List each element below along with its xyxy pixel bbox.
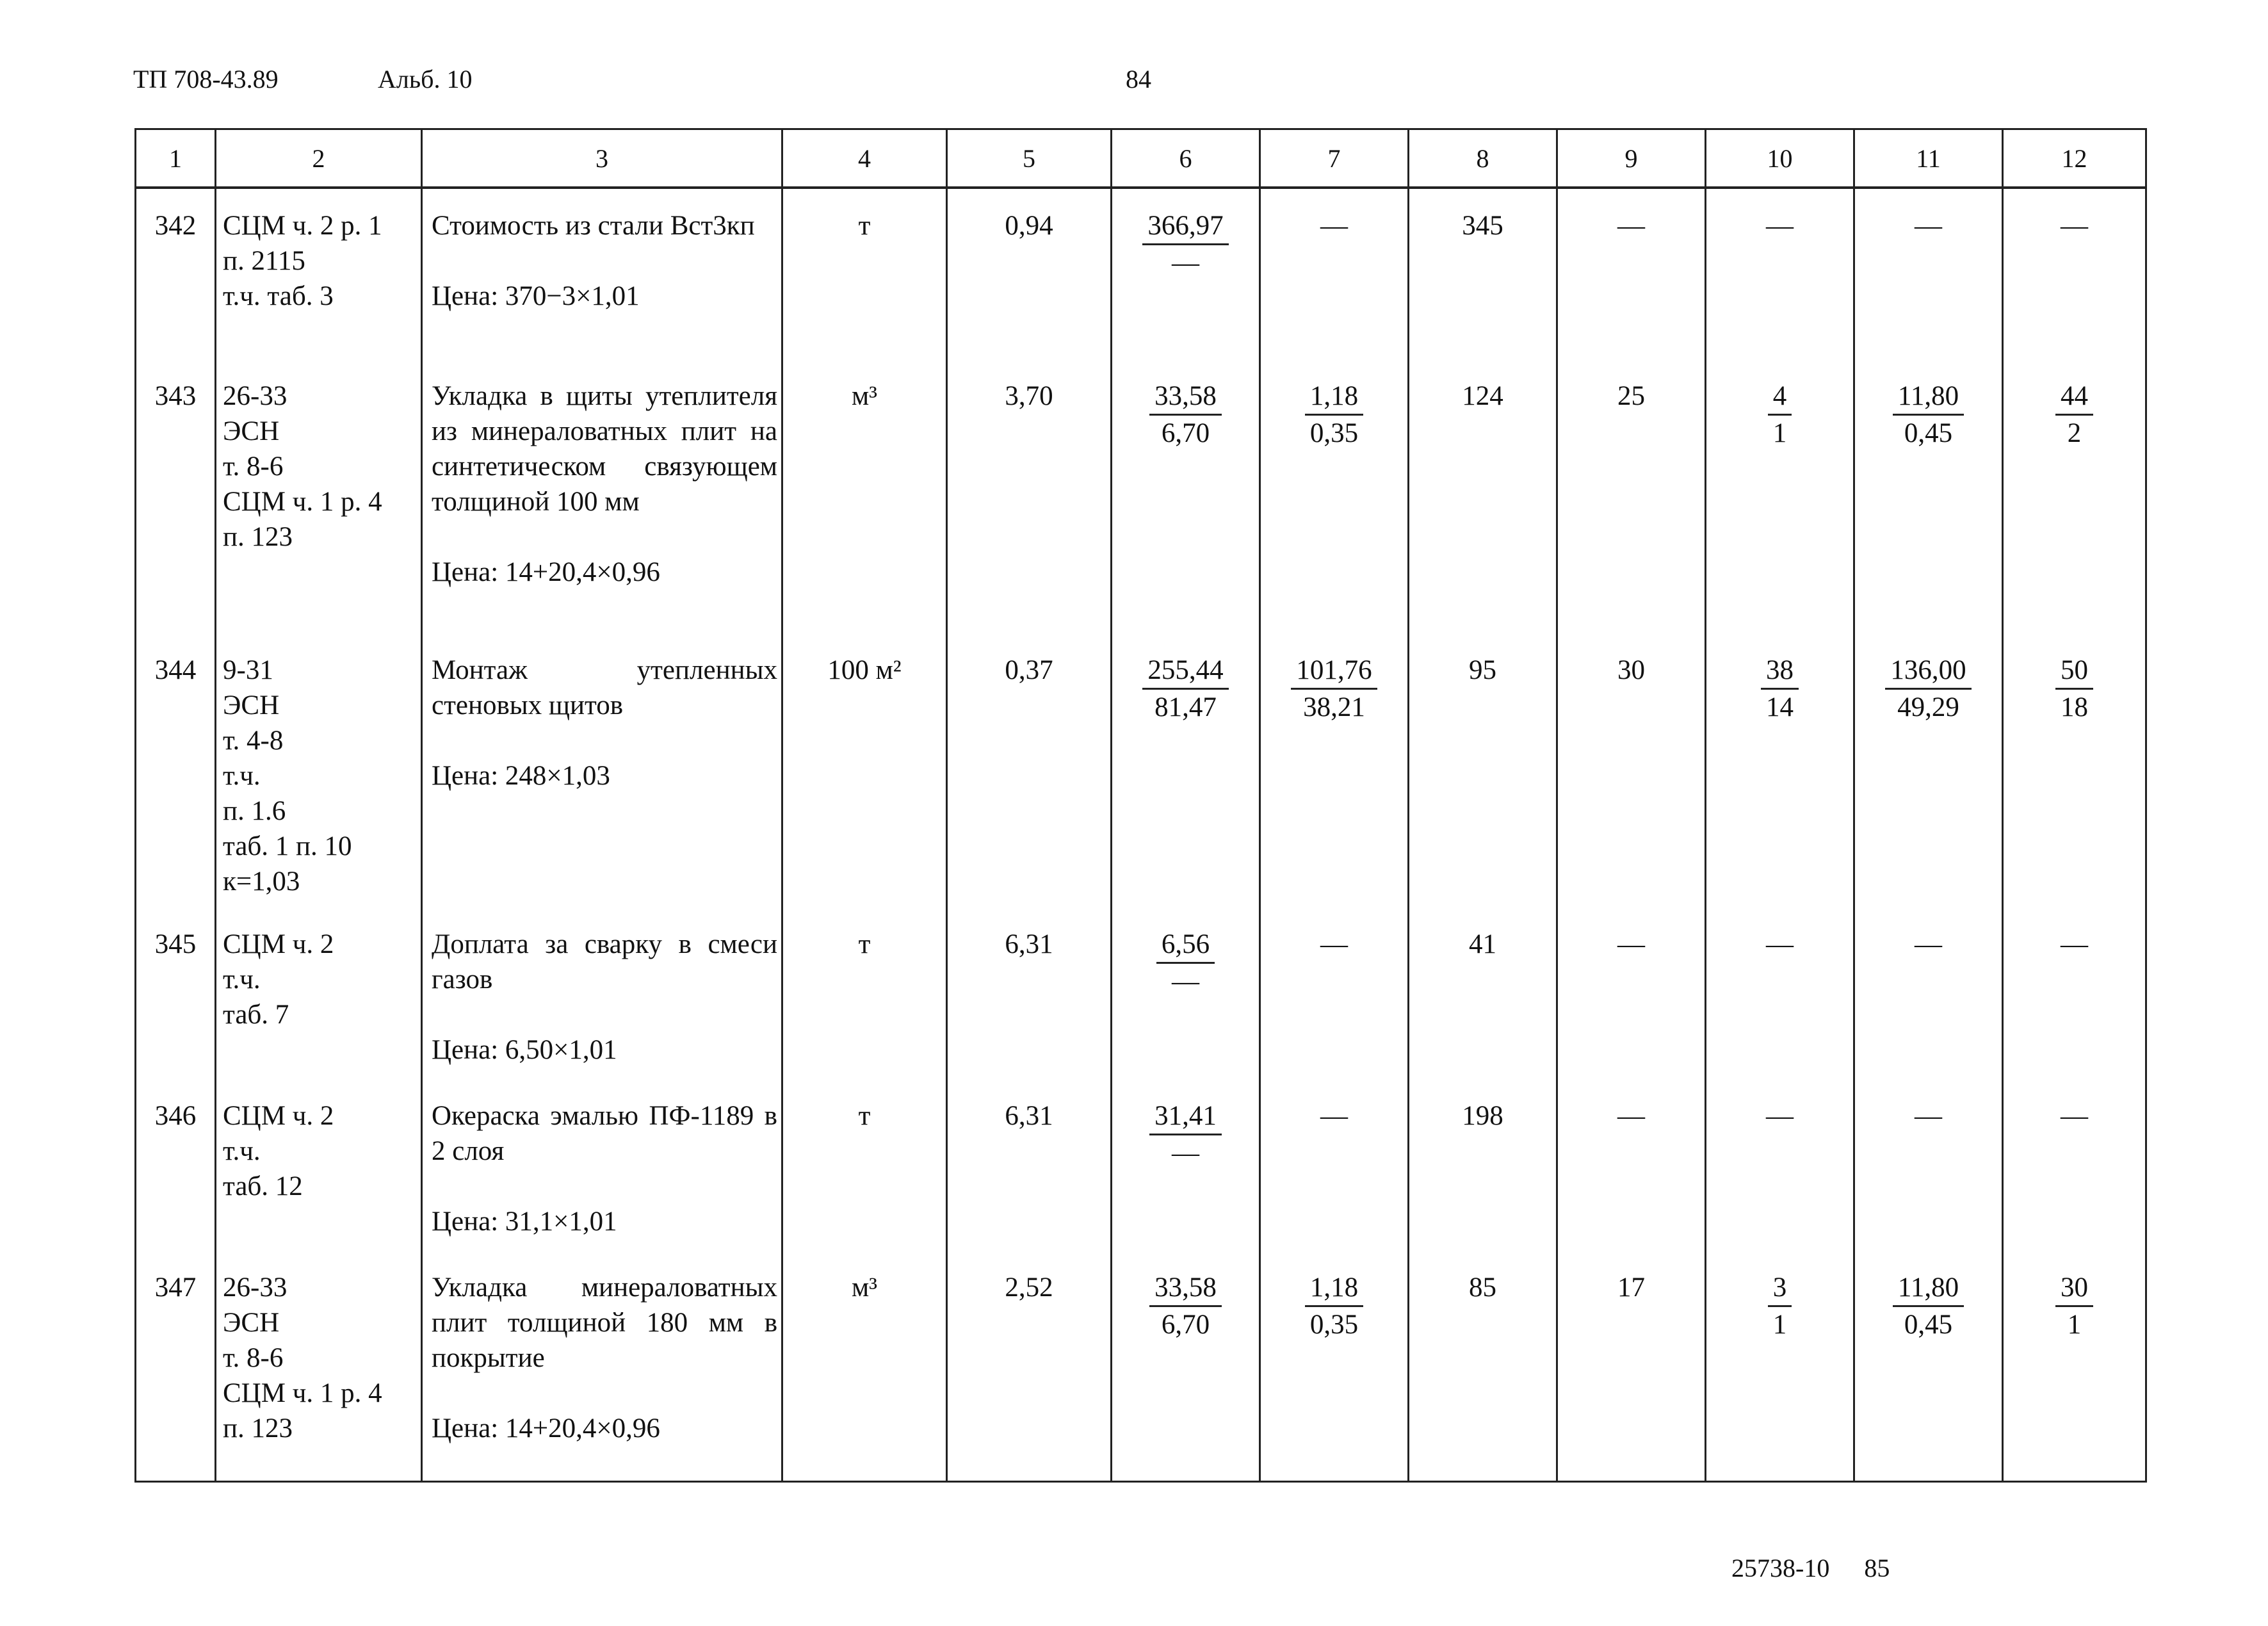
cell-value: — <box>2061 1101 2088 1131</box>
page-number: 84 <box>1126 65 1151 93</box>
column-10-cell <box>1706 1079 1854 1251</box>
quantity-cell <box>947 907 1112 1079</box>
fraction-value <box>1305 1270 1363 1342</box>
item-number-cell <box>136 188 216 359</box>
fraction-value <box>1893 1270 1964 1342</box>
fraction-value <box>1142 208 1228 280</box>
work-description: Укладка в щиты утеплителя из минераловатных плит на синтетическом связующем толщиной 100 мм <box>432 381 777 517</box>
fraction-denominator: 38,21 <box>1303 692 1365 722</box>
fraction-numerator: 136,00 <box>1885 653 1971 690</box>
album-label: Альб. 10 <box>378 65 473 93</box>
fraction-denominator: 1 <box>2067 1310 2082 1340</box>
column-7-cell <box>1260 1251 1409 1481</box>
fraction-numerator: 4 <box>1768 378 1792 416</box>
estimate-table-container <box>134 128 2147 1483</box>
column-8-cell <box>1409 1251 1557 1481</box>
unit-cell <box>782 907 947 1079</box>
column-8-cell <box>1409 1079 1557 1251</box>
reference-cell <box>216 1079 422 1251</box>
fraction-value <box>1893 378 1964 451</box>
fraction-numerator: 31,41 <box>1149 1098 1222 1135</box>
fraction-numerator: 255,44 <box>1142 653 1228 690</box>
item-number-cell <box>136 359 216 633</box>
fraction-value <box>1768 1270 1792 1342</box>
cell-value: 95 <box>1469 655 1496 685</box>
description-cell <box>422 359 782 633</box>
column-12-cell <box>2003 1251 2146 1481</box>
item-number-cell <box>136 633 216 907</box>
cell-value: 0,37 <box>1005 655 1053 685</box>
column-12-cell <box>2003 359 2146 633</box>
price-formula: Цена: 14+20,4×0,96 <box>432 557 660 587</box>
fraction-numerator: 11,80 <box>1893 1270 1964 1307</box>
cell-value: т <box>858 929 871 959</box>
reference-line: СЦМ ч. 1 р. 4 <box>223 1378 382 1408</box>
fraction-numerator: 6,56 <box>1156 927 1215 964</box>
reference-line: т.ч. таб. 3 <box>223 281 334 311</box>
description-cell <box>422 633 782 907</box>
column-12-cell <box>2003 907 2146 1079</box>
cell-value: 100 м² <box>827 655 902 685</box>
cell-value: — <box>2061 929 2088 959</box>
reference-cell <box>216 1251 422 1481</box>
reference-line: таб. 12 <box>223 1171 303 1201</box>
table-row <box>136 1251 2146 1481</box>
column-10-cell <box>1706 907 1854 1079</box>
column-7-cell <box>1260 188 1409 359</box>
cell-value: 3,70 <box>1005 381 1053 411</box>
column-header: 4 <box>782 129 947 188</box>
table-row <box>136 907 2146 1079</box>
column-header: 6 <box>1112 129 1260 188</box>
fraction-numerator: 1,18 <box>1305 1270 1363 1307</box>
column-6-cell <box>1112 1251 1260 1481</box>
fraction-numerator: 11,80 <box>1893 378 1964 416</box>
column-7-cell <box>1260 359 1409 633</box>
reference-line: т. 8-6 <box>223 1343 284 1373</box>
column-11-cell <box>1854 1079 2003 1251</box>
cell-value: 345 <box>1462 211 1503 241</box>
description-cell <box>422 1251 782 1481</box>
cell-value: 198 <box>1462 1101 1503 1131</box>
column-header: 3 <box>422 129 782 188</box>
column-7-cell <box>1260 633 1409 907</box>
reference-line: п. 123 <box>223 1413 293 1443</box>
fraction-denominator: 49,29 <box>1897 692 1959 722</box>
column-7-cell <box>1260 907 1409 1079</box>
reference-line: ЭСН <box>223 1308 280 1338</box>
cell-value: — <box>2061 211 2088 241</box>
cell-value: — <box>1617 1101 1645 1131</box>
column-8-cell <box>1409 359 1557 633</box>
column-header: 7 <box>1260 129 1409 188</box>
cell-value: 346 <box>154 1101 197 1131</box>
column-6-cell <box>1112 633 1260 907</box>
column-11-cell <box>1854 188 2003 359</box>
fraction-value <box>1149 1270 1222 1342</box>
price-formula: Цена: 6,50×1,01 <box>432 1035 617 1065</box>
reference-line: п. 123 <box>223 522 293 552</box>
column-9-cell <box>1557 1251 1706 1481</box>
fraction-denominator: 1 <box>1772 418 1787 448</box>
cell-value: 85 <box>1469 1272 1496 1303</box>
column-number-header-row <box>136 129 2146 188</box>
cell-value: — <box>1766 929 1794 959</box>
column-header: 12 <box>2003 129 2146 188</box>
description-cell <box>422 1079 782 1251</box>
cell-value: — <box>1617 211 1645 241</box>
fraction-denominator: 0,45 <box>1904 418 1953 448</box>
cell-value: 2,52 <box>1005 1272 1053 1303</box>
cell-value: 6,31 <box>1005 1101 1053 1131</box>
reference-line: таб. 7 <box>223 1000 289 1030</box>
cell-value: м³ <box>851 381 878 411</box>
fraction-value <box>2055 653 2093 725</box>
column-7-cell <box>1260 1079 1409 1251</box>
work-description: Стоимость из стали Вст3кп <box>432 211 755 241</box>
fraction-value <box>1291 653 1377 725</box>
fraction-numerator: 38 <box>1761 653 1799 690</box>
table-row <box>136 188 2146 359</box>
column-10-cell <box>1706 633 1854 907</box>
reference-line: т.ч. <box>223 964 261 995</box>
reference-line: СЦМ ч. 2 <box>223 929 334 959</box>
fraction-value <box>1885 653 1971 725</box>
column-11-cell <box>1854 633 2003 907</box>
reference-line: 26-33 <box>223 1272 288 1303</box>
cell-value: т <box>858 211 871 241</box>
column-11-cell <box>1854 359 2003 633</box>
fraction-numerator: 101,76 <box>1291 653 1377 690</box>
column-6-cell <box>1112 359 1260 633</box>
fraction-value <box>1768 378 1792 451</box>
fraction-denominator: 81,47 <box>1154 692 1217 722</box>
footer <box>1731 1553 1924 1583</box>
item-number-cell <box>136 907 216 1079</box>
cell-value: 345 <box>154 929 197 959</box>
fraction-numerator: 44 <box>2055 378 2093 416</box>
cell-value: 30 <box>1617 655 1645 685</box>
cell-value: — <box>1915 1101 1942 1131</box>
fraction-denominator: 6,70 <box>1161 1310 1210 1340</box>
reference-line: таб. 1 п. 10 <box>223 831 352 861</box>
column-header: 8 <box>1409 129 1557 188</box>
column-10-cell <box>1706 188 1854 359</box>
unit-cell <box>782 1079 947 1251</box>
cell-value: 343 <box>154 381 197 411</box>
column-11-cell <box>1854 1251 2003 1481</box>
cell-value: — <box>1915 929 1942 959</box>
cell-value: т <box>858 1101 871 1131</box>
quantity-cell <box>947 188 1112 359</box>
fraction-denominator: 14 <box>1766 692 1794 722</box>
cell-value: — <box>1320 1101 1348 1131</box>
column-11-cell <box>1854 907 2003 1079</box>
price-formula: Цена: 370−3×1,01 <box>432 281 640 311</box>
column-6-cell <box>1112 1079 1260 1251</box>
reference-cell <box>216 359 422 633</box>
fraction-value <box>1149 378 1222 451</box>
fraction-value <box>1305 378 1363 451</box>
fraction-numerator: 33,58 <box>1149 1270 1222 1307</box>
reference-line: ЭСН <box>223 690 280 720</box>
column-9-cell <box>1557 907 1706 1079</box>
quantity-cell <box>947 1079 1112 1251</box>
quantity-cell <box>947 1251 1112 1481</box>
fraction-value <box>1156 927 1215 999</box>
column-10-cell <box>1706 359 1854 633</box>
reference-line: п. 2115 <box>223 246 305 276</box>
work-description: Окераска эмалью ПФ-1189 в 2 слоя <box>432 1101 777 1166</box>
cell-value: 124 <box>1462 381 1503 411</box>
cell-value: 347 <box>154 1272 197 1303</box>
reference-line: т.ч. <box>223 761 261 791</box>
table-row <box>136 633 2146 907</box>
fraction-value <box>1142 653 1228 725</box>
fraction-denominator: 1 <box>1772 1310 1787 1340</box>
fraction-numerator: 1,18 <box>1305 378 1363 416</box>
column-12-cell <box>2003 633 2146 907</box>
reference-line: СЦМ ч. 2 р. 1 <box>223 211 382 241</box>
reference-line: ЭСН <box>223 416 280 446</box>
price-formula: Цена: 248×1,03 <box>432 761 610 791</box>
column-6-cell <box>1112 907 1260 1079</box>
reference-cell <box>216 907 422 1079</box>
fraction-value <box>2055 1270 2093 1342</box>
cell-value: — <box>1766 1101 1794 1131</box>
item-number-cell <box>136 1079 216 1251</box>
footer-code: 25738-10 <box>1731 1554 1830 1582</box>
column-header: 5 <box>947 129 1112 188</box>
cell-value: — <box>1617 929 1645 959</box>
quantity-cell <box>947 633 1112 907</box>
column-9-cell <box>1557 188 1706 359</box>
fraction-denominator: — <box>1172 966 1199 996</box>
description-cell <box>422 188 782 359</box>
cell-value: 342 <box>154 211 197 241</box>
cell-value: 17 <box>1617 1272 1645 1303</box>
cell-value: — <box>1320 211 1348 241</box>
column-12-cell <box>2003 188 2146 359</box>
column-8-cell <box>1409 633 1557 907</box>
fraction-numerator: 50 <box>2055 653 2093 690</box>
estimate-table <box>134 128 2147 1483</box>
cell-value: — <box>1320 929 1348 959</box>
cell-value: 0,94 <box>1005 211 1053 241</box>
fraction-numerator: 3 <box>1768 1270 1792 1307</box>
table-row <box>136 359 2146 633</box>
cell-value: 6,31 <box>1005 929 1053 959</box>
fraction-numerator: 366,97 <box>1142 208 1228 245</box>
fraction-value <box>1761 653 1799 725</box>
fraction-value <box>1149 1098 1222 1171</box>
column-header: 9 <box>1557 129 1706 188</box>
column-8-cell <box>1409 907 1557 1079</box>
reference-line: 9-31 <box>223 655 273 685</box>
reference-line: т. 4-8 <box>223 726 284 756</box>
reference-line: п. 1.6 <box>223 796 286 826</box>
reference-line: СЦМ ч. 2 <box>223 1101 334 1131</box>
fraction-numerator: 33,58 <box>1149 378 1222 416</box>
reference-line: к=1,03 <box>223 866 300 897</box>
fraction-denominator: 2 <box>2067 418 2082 448</box>
quantity-cell <box>947 359 1112 633</box>
table-body <box>136 188 2146 1481</box>
footer-page: 85 <box>1864 1554 1890 1582</box>
unit-cell <box>782 359 947 633</box>
price-formula: Цена: 31,1×1,01 <box>432 1207 617 1237</box>
column-12-cell <box>2003 1079 2146 1251</box>
work-description: Монтаж утепленных стеновых щитов <box>432 655 777 720</box>
fraction-denominator: 6,70 <box>1161 418 1210 448</box>
table-row <box>136 1079 2146 1251</box>
fraction-denominator: 0,45 <box>1904 1310 1953 1340</box>
reference-line: т. 8-6 <box>223 451 284 482</box>
reference-line: СЦМ ч. 1 р. 4 <box>223 487 382 517</box>
work-description: Укладка минераловатных плит толщиной 180 мм в покрытие <box>432 1272 777 1373</box>
column-header: 1 <box>136 129 216 188</box>
cell-value: 41 <box>1469 929 1496 959</box>
fraction-denominator: 0,35 <box>1309 418 1359 448</box>
column-9-cell <box>1557 359 1706 633</box>
document-code: ТП 708-43.89 <box>133 65 279 93</box>
fraction-value <box>2055 378 2093 451</box>
reference-line: 26-33 <box>223 381 288 411</box>
reference-cell <box>216 188 422 359</box>
column-8-cell <box>1409 188 1557 359</box>
unit-cell <box>782 633 947 907</box>
fraction-denominator: 18 <box>2061 692 2088 722</box>
cell-value: — <box>1766 211 1794 241</box>
reference-cell <box>216 633 422 907</box>
column-header: 2 <box>216 129 422 188</box>
cell-value: — <box>1915 211 1942 241</box>
cell-value: 344 <box>154 655 197 685</box>
fraction-denominator: — <box>1172 1138 1199 1168</box>
column-9-cell <box>1557 633 1706 907</box>
item-number-cell <box>136 1251 216 1481</box>
unit-cell <box>782 188 947 359</box>
description-cell <box>422 907 782 1079</box>
work-description: Доплата за сварку в смеси газов <box>432 929 777 995</box>
price-formula: Цена: 14+20,4×0,96 <box>432 1413 660 1443</box>
unit-cell <box>782 1251 947 1481</box>
column-10-cell <box>1706 1251 1854 1481</box>
cell-value: м³ <box>851 1272 878 1303</box>
column-9-cell <box>1557 1079 1706 1251</box>
column-6-cell <box>1112 188 1260 359</box>
fraction-numerator: 30 <box>2055 1270 2093 1307</box>
cell-value: 25 <box>1617 381 1645 411</box>
column-header: 10 <box>1706 129 1854 188</box>
fraction-denominator: — <box>1172 248 1199 278</box>
fraction-denominator: 0,35 <box>1309 1310 1359 1340</box>
column-header: 11 <box>1854 129 2003 188</box>
reference-line: т.ч. <box>223 1136 261 1166</box>
